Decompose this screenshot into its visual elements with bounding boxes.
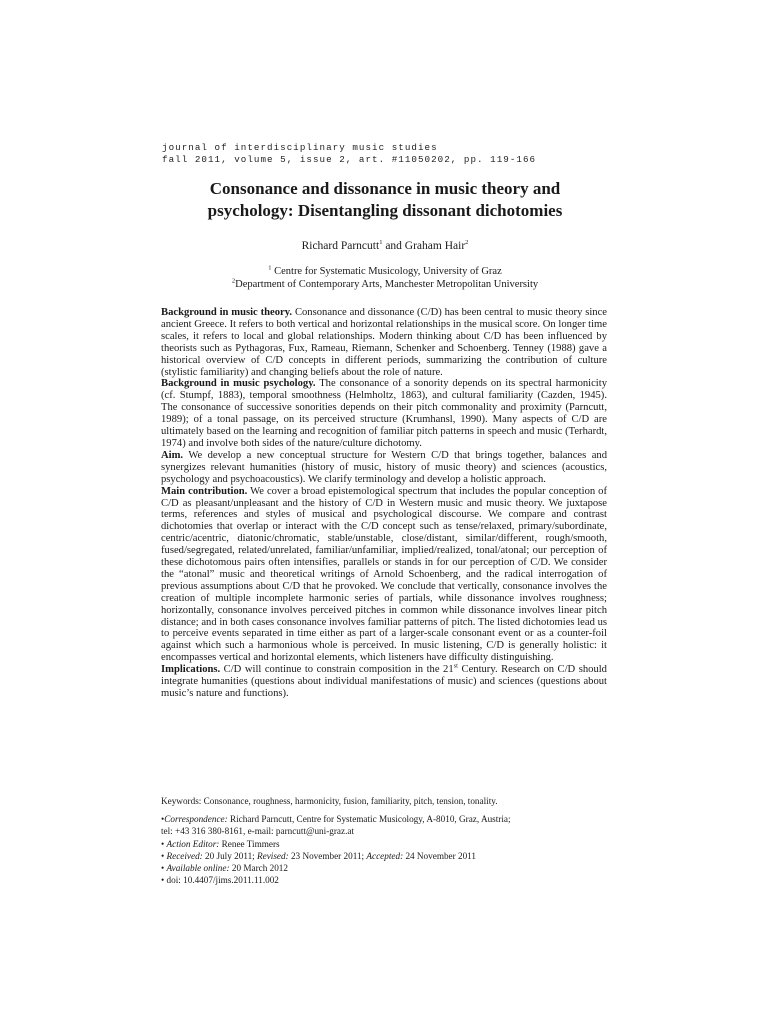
journal-issue: fall 2011, volume 5, issue 2, art. #11050202, pp. 119-166 (162, 153, 537, 165)
section-text: We cover a broad epistemological spectrum that includes the popular conception of C/D as pleasant/unpleasant and the history of C/D in Western music and music theory. We juxtapose terms, references and styles of musical and psychological discourse. We compare and contrast dichotomies that overlap or interact with the C/D concept such as tense/relaxed, primary/subordinate, centric/acentric, diatonic/chromatic, stable/unstable, close/distant, similar/different, rough/smooth, fused/segregated, related/unrelated, familiar/unfamiliar, implied/realized, tonal/atonal; our perception of these dichotomous pairs often intensifies, parallels or stands in for our perception of C/D. We consider the “atonal” music and theoretical writings of Arnold Schoenberg, and the radical interrogation of previous assumptions about C/D that he provoked. We conclude that vertically, consonance involves the creation of multiple incomplete harmonic series of partials, while dissonance involves roughness; horizontally, consonance involves perceived pitches in common while dissonance involves linear pitch distance; and in both cases consonance involves familiar patterns of pitch. The listed dichotomies lead us to perceive events separated in time either as part of a larger-scale consonant event or as a counter-foil against which such a harmonious whole is perceived. In music listening, C/D is generally holistic: it encompasses vertical and horizontal elements, which listeners have difficulty distinguishing. (161, 485, 607, 664)
abstract-aim (161, 450, 607, 486)
affiliation-text: Centre for Systematic Musicology, University of Graz (274, 266, 502, 277)
author-affiliation-mark: 2 (465, 239, 469, 247)
section-heading: Aim. (161, 449, 184, 461)
section-heading: Background in music psychology. (161, 378, 316, 390)
bullet: • (161, 814, 165, 824)
doi-line (161, 874, 607, 886)
meta-text: Richard Parncutt, Centre for Systematic Musicology, A-8010, Graz, Austria; (227, 814, 511, 824)
meta-label: Available online: (166, 863, 230, 874)
author-affiliation-mark: 1 (379, 239, 383, 247)
section-text: Consonance and dissonance (C/D) has been central to music theory since ancient Greece. It refers to both vertical and horizontal relationships in the musical score. On longer time scales, it refers to local and global relationships. Modern thinking about C/D has been influenced by theorists such as Pythagoras, Fux, Rameau, Riemann, Schenker and Schoenberg. Tenney (1988) gave a historical overview of C/D concepts in different periods, summarizing the contribution of culture (stylistic familiarity) and changing beliefs about the role of nature. (161, 307, 607, 378)
paper-title-line-2: psychology: Disentangling dissonant dichotomies (207, 201, 563, 220)
author-name: Richard Parncutt (301, 240, 380, 252)
dates-line (161, 850, 607, 862)
meta-label: Revised: (257, 850, 289, 861)
affiliation-mark: 1 (268, 264, 272, 272)
abstract (161, 307, 607, 700)
section-text: Century. Research on C/D should integrate humanities (questions about individual manifestations of music) and sciences (questions about music’s nature and functions). (161, 664, 607, 699)
affiliations (150, 265, 620, 291)
meta-label: Received: (166, 850, 203, 861)
section-heading: Background in music theory. (161, 307, 293, 318)
meta-text: 20 July 2011; (202, 850, 258, 861)
keywords: Keywords: Consonance, roughness, harmonicity, fusion, familiarity, pitch, tension, tonality. (161, 796, 498, 806)
meta-text: 23 November 2011; (288, 850, 367, 861)
abstract-background-psychology (161, 378, 607, 449)
section-heading: Implications. (161, 664, 221, 676)
author-list (150, 240, 620, 252)
doi: doi: 10.4407/jims.2011.11.002 (166, 875, 279, 886)
affiliation-text: Department of Contemporary Arts, Manchester Metropolitan University (235, 279, 539, 290)
meta-label: Action Editor: (166, 838, 220, 849)
paper-title (150, 178, 620, 222)
author-joiner: and (382, 240, 405, 252)
author-name: Graham Hair (404, 240, 466, 252)
section-text: C/D will continue to constrain composition in the 21 (223, 664, 454, 676)
meta-text: 24 November 2011 (403, 850, 477, 861)
ordinal-suffix: st (453, 662, 458, 670)
abstract-background-theory (161, 307, 607, 378)
journal-header (162, 142, 536, 165)
bullet: • (161, 875, 167, 886)
section-text: We develop a new conceptual structure for Western C/D that brings together, balances and synergizes relevant humanities (history of music, history of music theory) and sciences (acoustics, psychology and psychoacoustics). We clarify terminology and develop a holistic approach. (161, 449, 607, 485)
meta-label: Accepted: (366, 850, 404, 861)
bullet: • (161, 863, 167, 874)
abstract-implications (161, 664, 607, 700)
affiliation-2 (150, 278, 620, 291)
paper-title-line-1: Consonance and dissonance in music theory and (209, 179, 561, 198)
affiliation-1 (150, 265, 620, 278)
correspondence-line (161, 813, 607, 825)
section-heading: Main contribution. (161, 485, 248, 497)
bullet: • (161, 850, 167, 861)
affiliation-mark: 2 (231, 277, 236, 285)
contact-line: tel: +43 316 380-8161, e-mail: parncutt@uni-graz.at (161, 826, 355, 837)
journal-name: journal of interdisciplinary music studies (162, 142, 438, 153)
section-text: The consonance of a sonority depends on its spectral harmonicity (cf. Stumpf, 1883), temporal smoothness (Helmholtz, 1863), and cultural familiarity (Cazden, 1945). The consonance of successive sonorities depends on their pitch commonality and proximity (Parncutt, 1989); of a tonal passage, on its perceived structure (Krumhansl, 1990). Many aspects of C/D are ultimately based on the learning and recognition of familiar pitch patterns in speech and music (Terhardt, 1974) and involve both sides of the nature/culture dichotomy. (161, 378, 607, 449)
abstract-main-contribution (161, 486, 607, 665)
article-metadata (161, 813, 607, 887)
meta-label: Correspondence: (164, 814, 228, 824)
meta-text: 20 March 2012 (229, 863, 288, 874)
meta-text: Renee Timmers (219, 838, 280, 849)
available-line (161, 862, 607, 874)
bullet: • (161, 838, 167, 849)
editor-line (161, 838, 607, 850)
